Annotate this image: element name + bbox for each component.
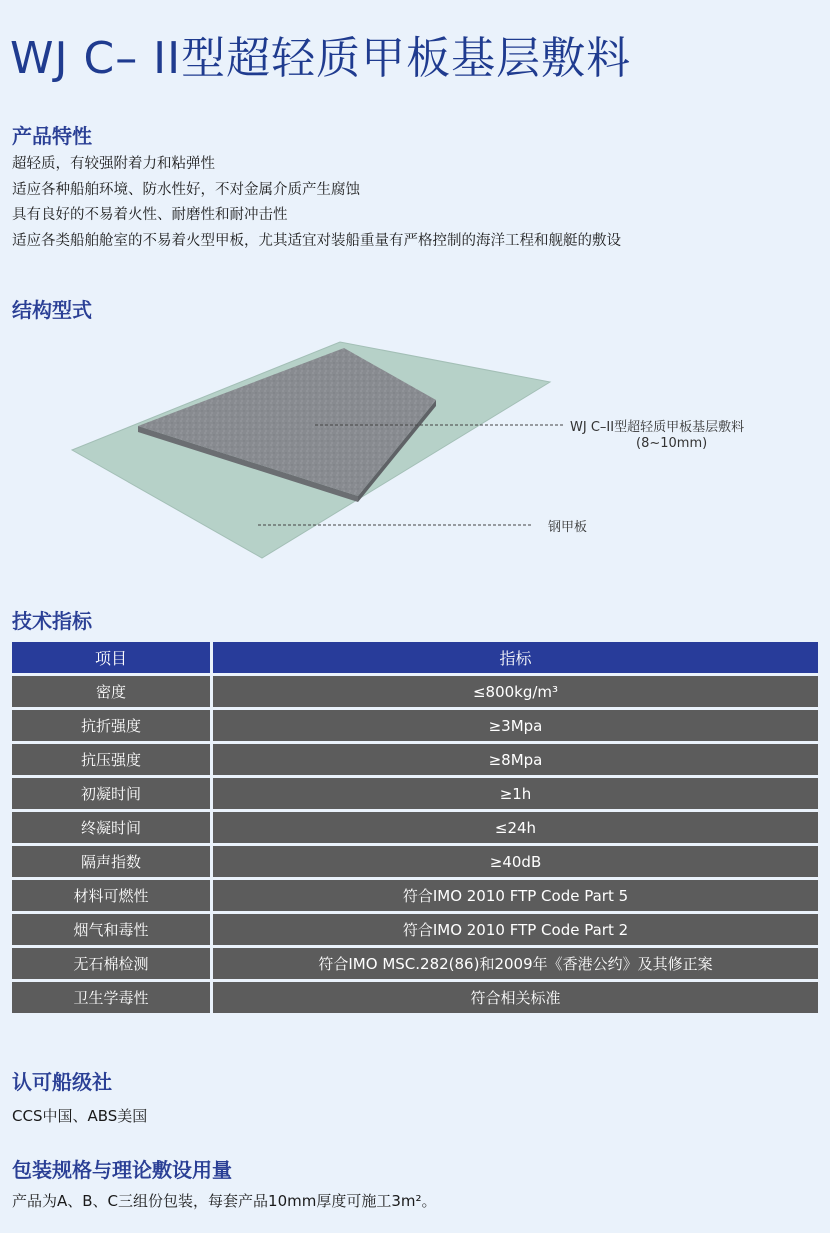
table-row [12,880,818,914]
table-row [12,710,818,744]
approvals-text: CCS中国、ABS美国 [12,1107,148,1125]
table-row [12,744,818,778]
top-layer-thickness: (8~10mm) [636,436,708,451]
features-list [12,152,621,254]
top-layer-label: WJ C–II型超轻质甲板基层敷料 [570,420,745,435]
table-row [12,812,818,846]
spec-item: 抗压强度 [12,744,213,778]
spec-item: 初凝时间 [12,778,213,812]
spec-item: 卫生学毒性 [12,982,213,1016]
spec-item: 抗折强度 [12,710,213,744]
spec-value: 符合IMO MSC.282(86)和2009年《香港公约》及其修正案 [213,948,818,982]
spec-header-row [12,642,818,676]
packaging-heading: 包装规格与理论敷设用量 [12,1158,232,1182]
spec-table [12,642,818,1016]
table-row [12,982,818,1016]
spec-value: ≥8Mpa [213,744,818,778]
feature-item: 适应各类船舶舱室的不易着火型甲板，尤其适宜对装船重量有严格控制的海洋工程和舰艇的敷设 [12,232,621,249]
spec-value: ≥1h [213,778,818,812]
spec-item: 隔声指数 [12,846,213,880]
table-row [12,948,818,982]
spec-value: 符合相关标准 [213,982,818,1016]
spec-value: ≤24h [213,812,818,846]
specs-heading: 技术指标 [12,609,92,633]
spec-item: 材料可燃性 [12,880,213,914]
feature-item: 超轻质，有较强附着力和粘弹性 [12,156,215,172]
packaging-text: 产品为A、B、C三组份包装，每套产品10mm厚度可施工3m²。 [12,1192,437,1210]
spec-value: ≥3Mpa [213,710,818,744]
spec-value: 符合IMO 2010 FTP Code Part 5 [213,880,818,914]
spec-value: 符合IMO 2010 FTP Code Part 2 [213,914,818,948]
spec-item: 无石棉检测 [12,948,213,982]
structure-heading: 结构型式 [12,298,92,322]
steel-plate-label: 钢甲板 [548,520,588,535]
page-title: WJ C– II型超轻质甲板基层敷料 [10,33,632,84]
approvals-heading: 认可船级社 [12,1070,112,1094]
feature-item: 适应各种船舶环境、防水性好，不对金属介质产生腐蚀 [12,181,360,198]
column-header-value: 指标 [213,642,818,676]
table-row [12,778,818,812]
table-row [12,676,818,710]
column-header-item: 项目 [12,642,213,676]
features-heading: 产品特性 [12,124,92,148]
structure-diagram [60,330,800,570]
spec-value: ≤800kg/m³ [213,676,818,710]
spec-item: 密度 [12,676,213,710]
spec-item: 烟气和毒性 [12,914,213,948]
feature-item: 具有良好的不易着火性、耐磨性和耐冲击性 [12,207,288,223]
spec-item: 终凝时间 [12,812,213,846]
table-row [12,914,818,948]
spec-value: ≥40dB [213,846,818,880]
table-row [12,846,818,880]
